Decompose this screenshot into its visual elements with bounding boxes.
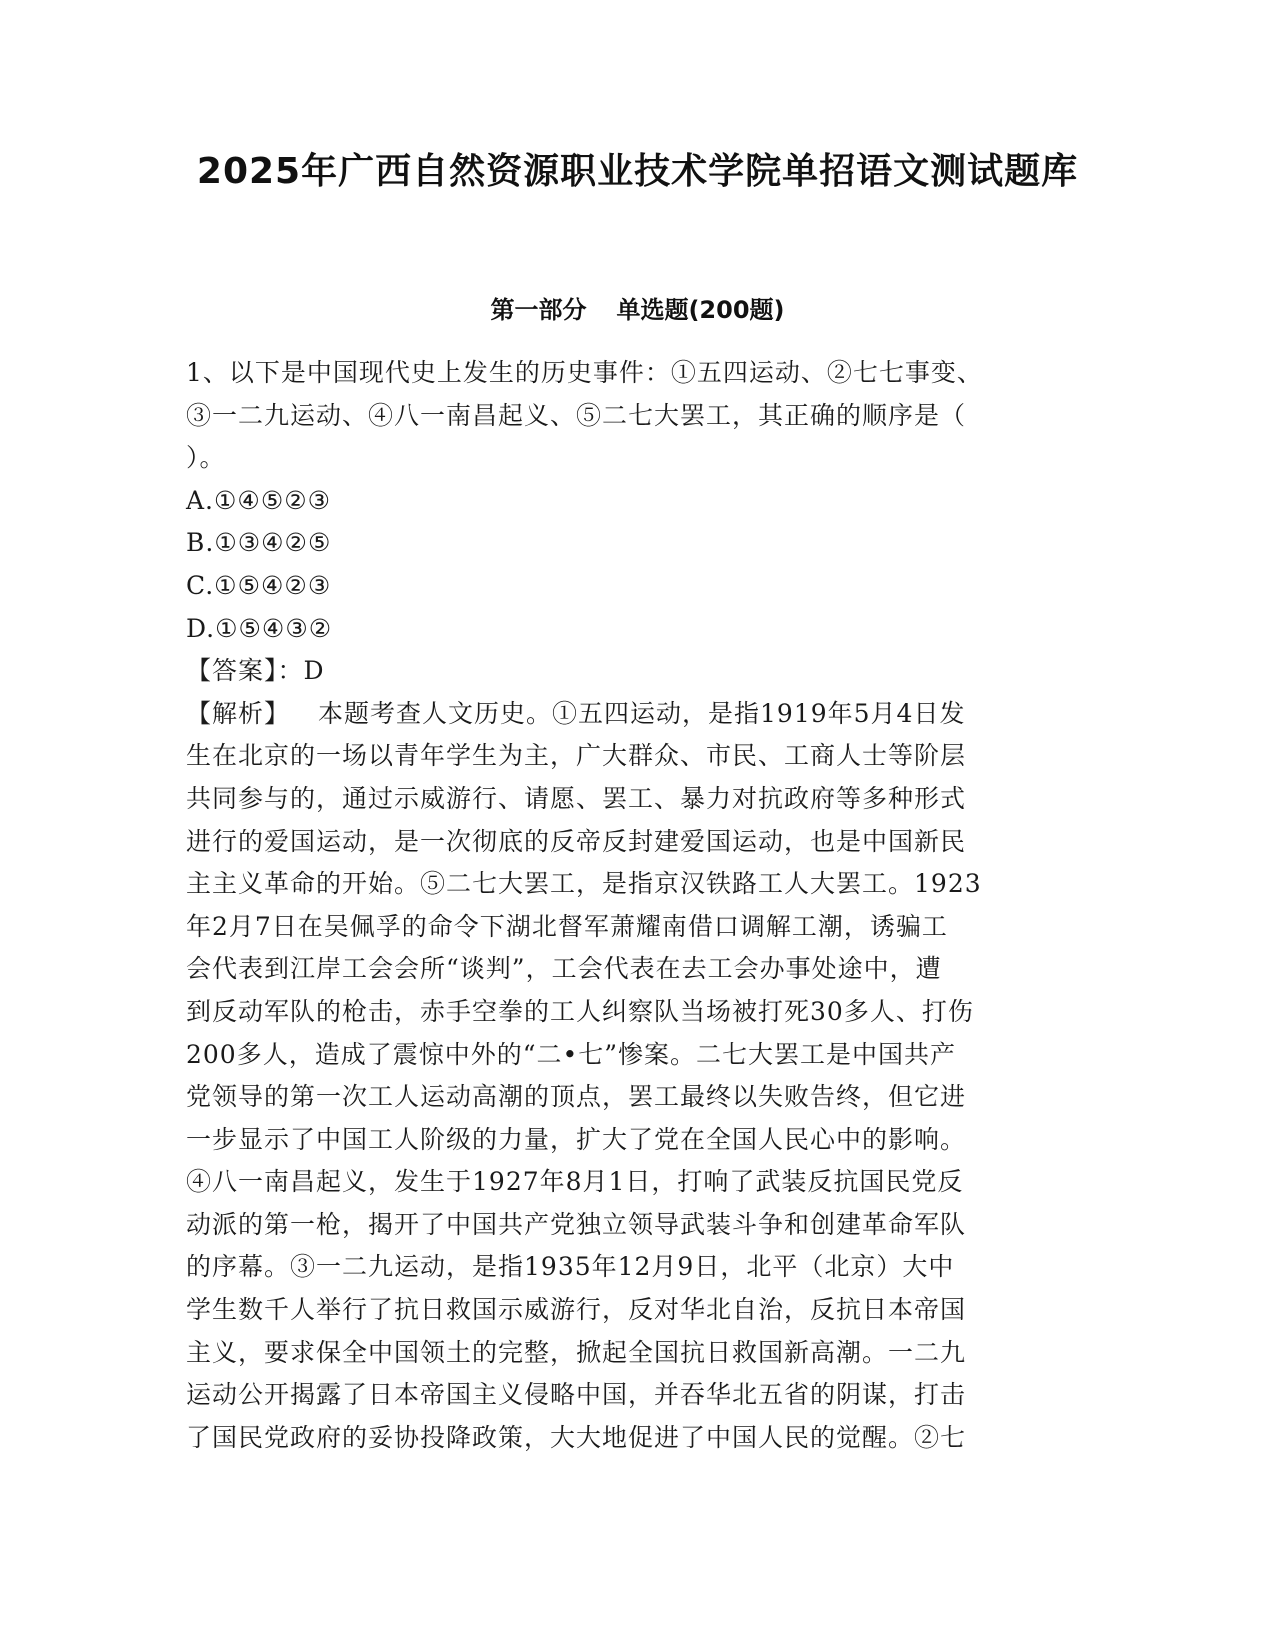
document-title: 2025年广西自然资源职业技术学院单招语文测试题库 (196, 151, 1079, 192)
analysis-line: 的序幕。③一二九运动，是指1935年12月9日，北平（北京）大中 (186, 1252, 955, 1282)
analysis-line: 年2月7日在吴佩孚的命令下湖北督军萧耀南借口调解工潮，诱骗工 (186, 911, 948, 941)
analysis-line: ④八一南昌起义，发生于1927年8月1日，打响了武装反抗国民党反 (186, 1167, 964, 1197)
analysis-line: 生在北京的一场以青年学生为主，广大群众、市民、工商人士等阶层 (186, 741, 967, 771)
answer-line (186, 650, 1086, 693)
analysis-line: 主义，要求保全中国领土的完整，掀起全国抗日救国新高潮。一二九 (186, 1337, 967, 1367)
analysis-line: 学生数千人举行了抗日救国示威游行，反对华北自治，反抗日本帝国 (186, 1295, 967, 1325)
question-block (186, 352, 1086, 1459)
analysis-line: 运动公开揭露了日本帝国主义侵略中国，并吞华北五省的阴谋，打击 (186, 1380, 967, 1410)
analysis-text: 本题考查人文历史。①五四运动，是指1919年5月4日发 (318, 698, 966, 728)
analysis-line: 了国民党政府的妥协投降政策，大大地促进了中国人民的觉醒。②七 (186, 1422, 967, 1452)
option-d: D.①⑤④③② (186, 613, 333, 643)
option-c: C.①⑤④②③ (186, 570, 332, 600)
question-stem-line: ）。 (186, 443, 226, 473)
analysis-line: 200多人，造成了震惊中外的“二•七”惨案。二七大罢工是中国共产 (186, 1039, 957, 1069)
analysis-line: 进行的爱国运动，是一次彻底的反帝反封建爱国运动，也是中国新民 (186, 826, 967, 856)
option-a: A.①④⑤②③ (186, 485, 332, 515)
analysis-line: 一步显示了中国工人阶级的力量，扩大了党在全国人民心中的影响。 (186, 1124, 967, 1154)
analysis-line: 党领导的第一次工人运动高潮的顶点，罢工最终以失败告终，但它进 (186, 1082, 967, 1112)
analysis-line: 共同参与的，通过示威游行、请愿、罢工、暴力对抗政府等多种形式 (186, 783, 967, 813)
analysis-line: 会代表到江岸工会会所“谈判”，工会代表在去工会办事处途中，遭 (186, 954, 942, 984)
analysis-line (186, 693, 1086, 736)
answer-value: ：D (277, 656, 325, 686)
question-stem-line: 1、以下是中国现代史上发生的历史事件：①五四运动、②七七事变、 (186, 358, 983, 387)
option-b: B.①③④②⑤ (186, 528, 332, 558)
analysis-line: 到反动军队的枪击，赤手空拳的工人纠察队当场被打死30多人、打伤 (186, 996, 974, 1026)
analysis-line: 主主义革命的开始。⑤二七大罢工，是指京汉铁路工人大罢工。1923 (186, 869, 982, 899)
answer-label: 【答案】 (186, 656, 278, 686)
section-name: 单选题(200题) (616, 296, 785, 324)
section-part: 第一部分 (490, 296, 587, 324)
question-stem-line: ③一二九运动、④八一南昌起义、⑤二七大罢工，其正确的顺序是（ (186, 400, 967, 430)
analysis-label: 【解析】 (186, 698, 291, 728)
analysis-line: 动派的第一枪，揭开了中国共产党独立领导武装斗争和创建革命军队 (186, 1209, 967, 1239)
section-heading (0, 294, 1275, 326)
